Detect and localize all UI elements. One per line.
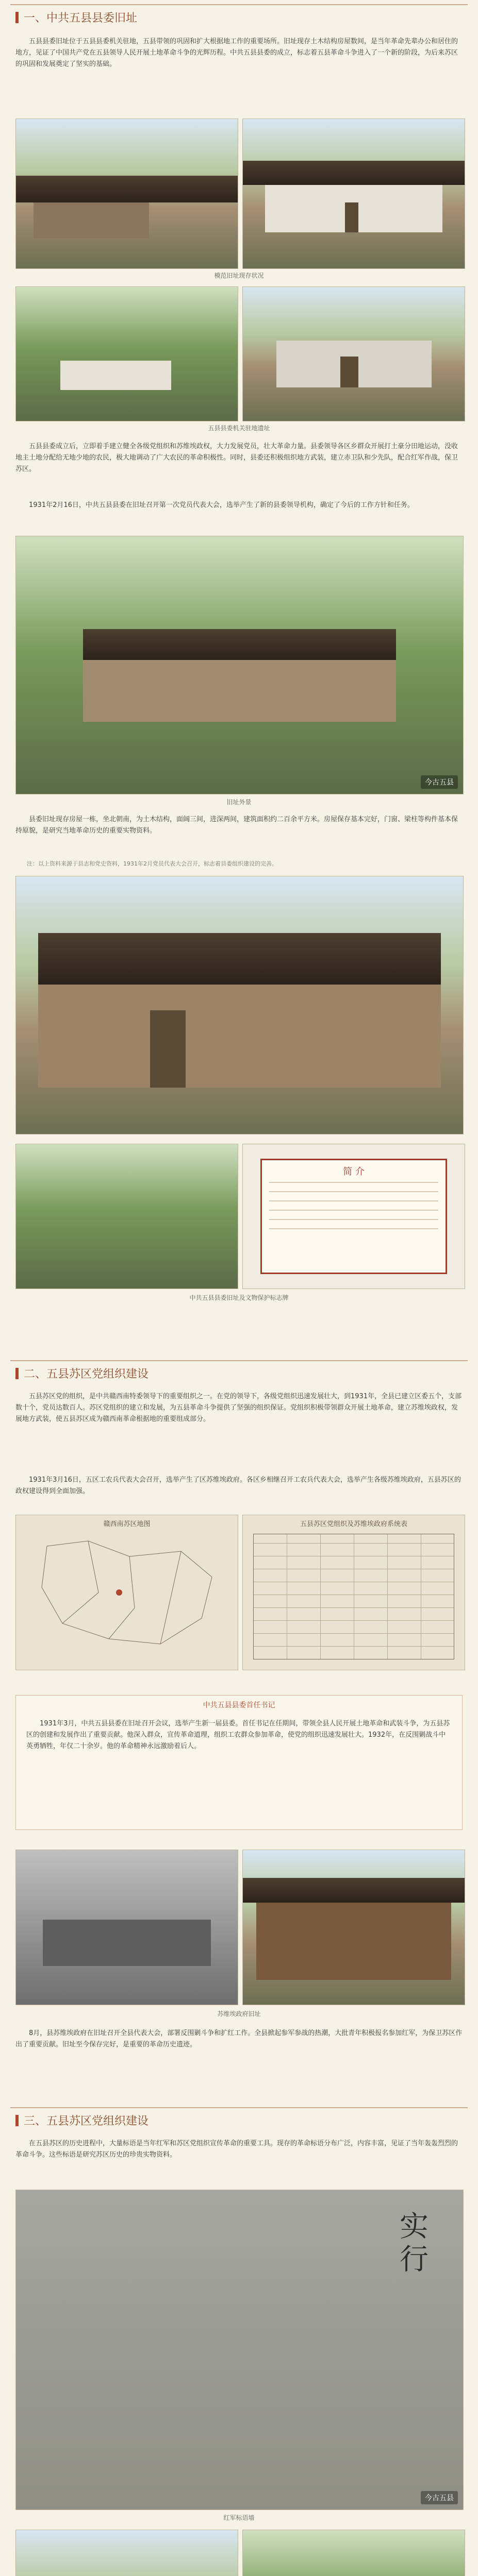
bio-box bbox=[15, 1695, 463, 1830]
photo-caption: 红军标语墙 bbox=[223, 2514, 255, 2521]
photo-old-building bbox=[15, 876, 464, 1134]
photo-old-house-2 bbox=[242, 118, 465, 269]
map-border bbox=[109, 1556, 135, 1639]
photo-village-2 bbox=[242, 286, 465, 421]
photo-hillside bbox=[15, 1144, 238, 1289]
section-3-title: 三、五县苏区党组织建设 bbox=[15, 2112, 149, 2128]
section-divider bbox=[10, 4, 468, 5]
roof bbox=[243, 1878, 465, 1903]
section-divider bbox=[10, 1360, 468, 1361]
section-2-paragraph: 五县苏区党的组织，是中共赣西南特委领导下的重要组织之一。在党的领导下，各级党组织迅速发展壮大，到1931年，全县已建立区委五个，支部数十个，党员达数百人。苏区党组织的建立和发展，为五县革命斗争提供了坚强的组织保证。党组织积极带领群众开展土地革命，建立苏维埃政权，发展地方武装，使五县苏区成为赣西南革命根据地的重要组成部分。 bbox=[15, 1393, 462, 1423]
bio-box-title: 中共五县县委首任书记 bbox=[203, 1701, 275, 1709]
section-divider bbox=[10, 2107, 468, 2108]
map-title: 赣西南苏区地图 bbox=[103, 1520, 151, 1528]
photo-caption: 五县县委机关驻地遗址 bbox=[208, 425, 270, 432]
section-2-title: 二、五县苏区党组织建设 bbox=[15, 1365, 149, 1381]
photo-slogan-wall bbox=[15, 2190, 464, 2510]
photo-white-house bbox=[242, 2530, 465, 2576]
sign-line bbox=[269, 1191, 438, 1192]
photo-caption: 苏维埃政府旧址 bbox=[217, 2010, 261, 2018]
section-2-paragraph: 8月，县苏维埃政府在旧址召开全县代表大会，部署反围剿斗争和扩红工作。全县掀起参军参战的热潮，大批青年积极报名参加红军，为保卫苏区作出了重要贡献。旧址至今保存完好，是重要的革命历史遗迹。 bbox=[15, 2029, 463, 2048]
roof bbox=[243, 161, 465, 184]
map-border bbox=[42, 1541, 212, 1644]
section-1-paragraph: 县委旧址现存房屋一栋，坐北朝南，为土木结构，面阔三间，进深两间，建筑面积约二百余平方米。房屋保存基本完好，门窗、梁柱等构件基本保持原貌，是研究当地革命历史的重要实物资料。 bbox=[15, 816, 458, 835]
roof bbox=[38, 933, 440, 985]
map-border bbox=[160, 1551, 181, 1644]
photo-archive-bw bbox=[15, 1850, 238, 2005]
house-wall bbox=[256, 1903, 451, 1980]
page bbox=[10, 0, 468, 2576]
watermark: 今古五县 bbox=[421, 775, 458, 789]
slogan-text: 实行 bbox=[395, 2211, 428, 2277]
door bbox=[150, 1010, 186, 1088]
photo-site-exterior bbox=[15, 536, 464, 794]
sign-line bbox=[269, 1210, 438, 1211]
map-drawing bbox=[16, 1515, 238, 1670]
section-1-paragraph: 五县县委成立后，立即着手建立健全各级党组织和苏维埃政权，大力发展党员，壮大革命力量。县委领导各区乡群众开展打土豪分田地运动，没收地主土地分配给无地少地的农民，极大地调动了广大农民的革命积极性。同时，县委还积极组织地方武装，建立赤卫队和少先队，配合红军作战，保卫苏区。 bbox=[15, 443, 458, 473]
sign-line bbox=[269, 1228, 438, 1229]
sign-panel bbox=[260, 1159, 447, 1274]
photo-village-1 bbox=[15, 286, 238, 421]
photo-info-sign bbox=[242, 1144, 465, 1289]
section-1-paragraph: 1931年2月16日，中共五县县委在旧址召开第一次党员代表大会，选举产生了新的县委领导机构，确定了今后的工作方针和任务。 bbox=[29, 501, 414, 509]
house-wall bbox=[43, 1920, 211, 1966]
title-bar bbox=[15, 12, 19, 23]
roof bbox=[16, 176, 238, 202]
door bbox=[345, 202, 358, 232]
title-bar bbox=[15, 2115, 19, 2126]
sign-line bbox=[269, 1200, 438, 1201]
photo-caption: 旧址外景 bbox=[226, 799, 252, 806]
sign-line bbox=[269, 1182, 438, 1183]
chart-title: 五县苏区党组织及苏维埃政府系统表 bbox=[300, 1520, 407, 1528]
photo-village-house bbox=[15, 2530, 238, 2576]
section-1-title: 一、中共五县县委旧址 bbox=[15, 9, 137, 25]
bio-box-text: 1931年3月，中共五县县委在旧址召开会议，选举产生新一届县委。首任书记在任期间，带领全县人民开展土地革命和武装斗争，为五县苏区的创建和发展作出了重要贡献。他深入群众，宣传革命道理，组织工农群众参加革命，使党的组织迅速发展壮大。1932年，在反围剿战斗中英勇牺牲，年仅二十余岁。他的革命精神永远激励着后人。 bbox=[26, 1720, 450, 1750]
photo-wooden-building bbox=[242, 1850, 465, 2005]
sign-line bbox=[269, 1219, 438, 1220]
house-wall bbox=[83, 660, 396, 722]
photo-caption: 中共五县县委旧址及文物保护标志牌 bbox=[189, 1294, 289, 1301]
roof bbox=[83, 629, 396, 660]
map-border bbox=[62, 1541, 98, 1623]
section-1-paragraph: 五县县委旧址位于五县县委机关驻地，五县带领的巩固和扩大根据地工作的重要场所。旧址现存土木结构房屋数间，是当年革命先辈办公和居住的地方，见证了中国共产党在五县领导人民开展土地革命斗争的光辉历程。中共五县县委的成立，标志着五县革命斗争进入了一个新的阶段，为后来苏区的巩固和发展奠定了坚实的基础。 bbox=[15, 38, 458, 68]
org-table-grid bbox=[253, 1534, 454, 1659]
watermark: 今古五县 bbox=[421, 2491, 458, 2504]
org-chart-image bbox=[242, 1515, 465, 1670]
sign-title: 简 介 bbox=[343, 1166, 365, 1177]
title-bar bbox=[15, 1368, 19, 1379]
map-image bbox=[15, 1515, 238, 1670]
section-1-note: 注：以上资料来源于县志和党史资料，1931年2月党员代表大会召开，标志着县委组织建设的完善。 bbox=[27, 860, 277, 867]
section-3-paragraph: 在五县苏区的历史进程中，大量标语是当年红军和苏区党组织宣传革命的重要工具。现存的革命标语分布广泛，内容丰富，见证了当年轰轰烈烈的革命斗争。这些标语是研究苏区历史的珍贵实物资料。 bbox=[15, 2140, 458, 2159]
photo-caption: 模范旧址现存状况 bbox=[214, 272, 264, 279]
house-wall bbox=[60, 361, 171, 390]
photo-old-house-1 bbox=[15, 118, 238, 269]
door bbox=[340, 357, 358, 387]
house-wall bbox=[38, 985, 440, 1088]
map-marker bbox=[116, 1589, 122, 1596]
section-2-paragraph: 1931年3月16日，五区工农兵代表大会召开，选举产生了区苏维埃政府。各区乡相继召开工农兵代表大会，选举产生各级苏维埃政府，五县苏区的政权建设得到全面加强。 bbox=[15, 1476, 461, 1495]
house-wall bbox=[34, 202, 149, 239]
